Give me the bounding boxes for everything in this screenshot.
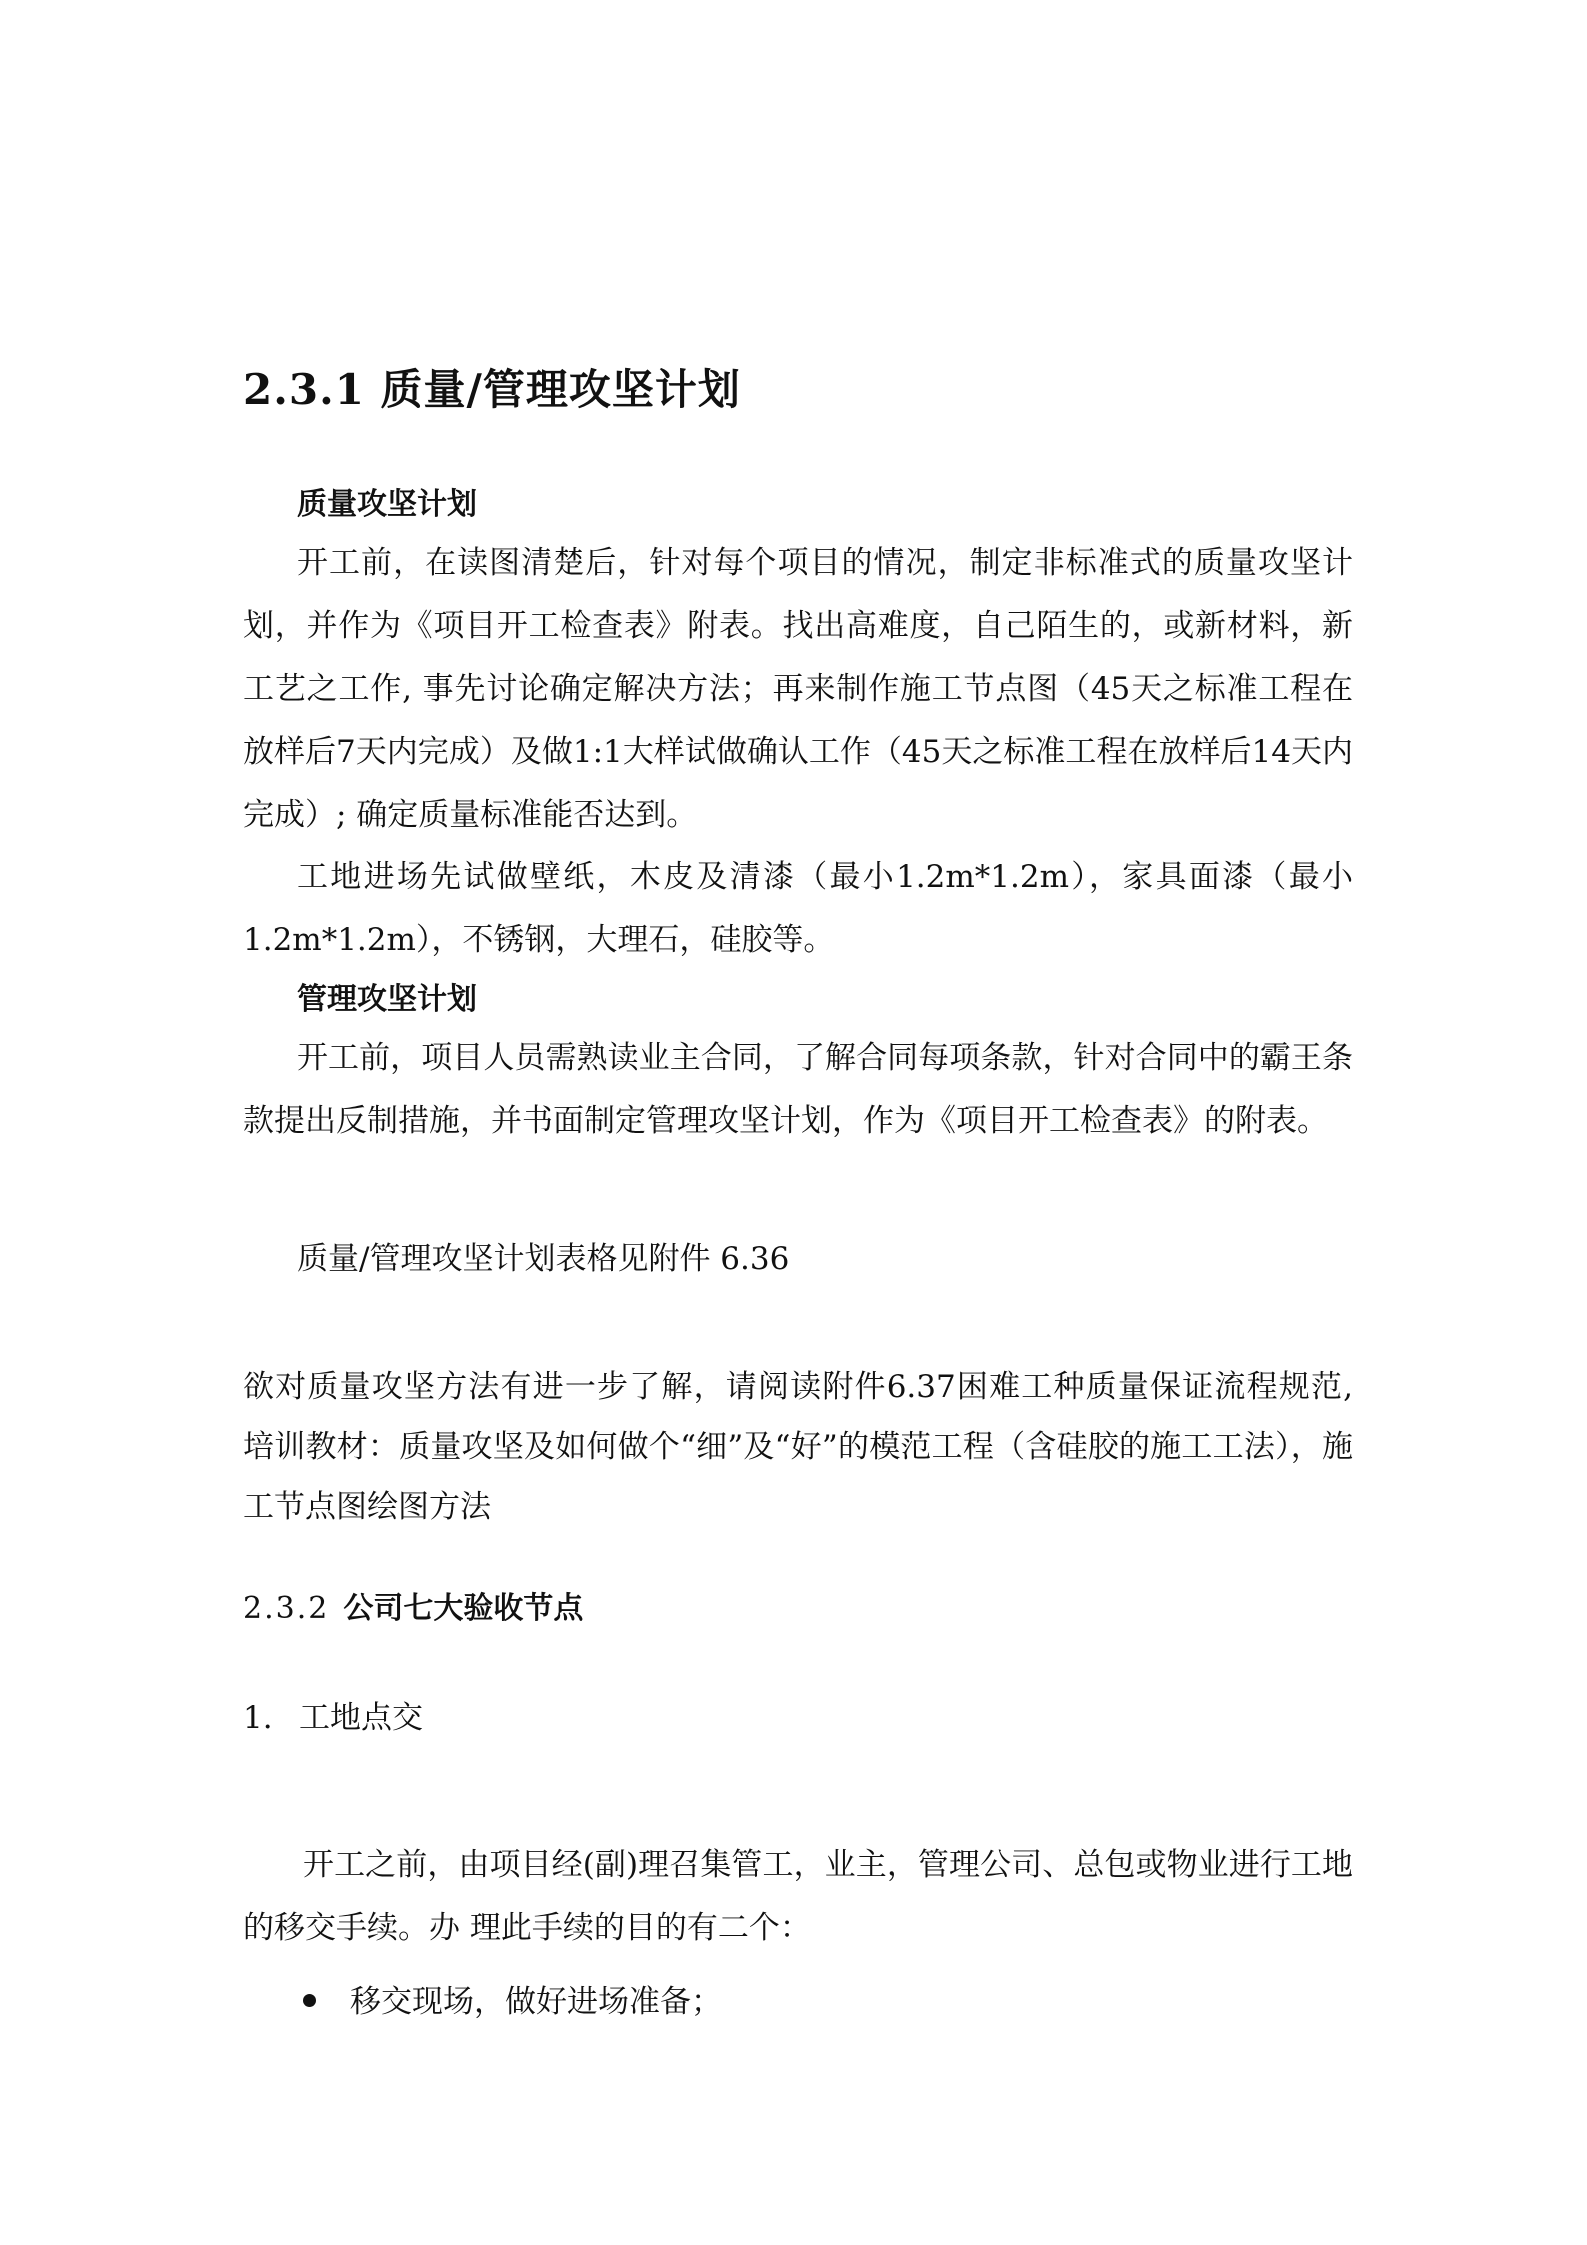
bullet-dot-icon	[303, 1994, 316, 2007]
attachment-note: 质量/管理攻坚计划表格见附件 6.36	[297, 1241, 790, 1277]
paragraph-handover-intro: 开工之前，由项目经(副)理召集管工，业主，管理公司、总包或物业进行工地的移交手续。办 理此手续的目的有二个：	[243, 1847, 1353, 1946]
paragraph-quality-plan: 开工前，在读图清楚后，针对每个项目的情况，制定非标准式的质量攻坚计划，并作为《项目开工检查表》附表。找出高难度，自己陌生的，或新材料，新工艺之工作, 事先讨论确定解决方法；再来制作施工节点图（45天之标准工程在放样后7天内完成）及做1:1大样试做确认工作（45天之标准工程在放样后14天内完成）; 确定质量标准能否达到。	[243, 545, 1353, 833]
list-item-site-handover	[243, 1693, 1353, 1743]
paragraph-further-reading: 欲对质量攻坚方法有进一步了解，请阅读附件6.37困难工种质量保证流程规范, 培训教材：质量攻坚及如何做个“细”及“好”的模范工程（含硅胶的施工工法），施工节点图绘图方法	[243, 1369, 1353, 1525]
paragraph-management-plan: 开工前，项目人员需熟读业主合同，了解合同每项条款，针对合同中的霸王条款提出反制措施，并书面制定管理攻坚计划，作为《项目开工检查表》的附表。	[243, 1040, 1353, 1139]
list-item-label: 工地点交	[299, 1700, 423, 1736]
list-marker: 1.	[243, 1700, 273, 1736]
bullet-item	[303, 1977, 1413, 2027]
subheading-quality-plan: 质量攻坚计划	[297, 487, 477, 522]
section-title: 公司七大验收节点	[343, 1591, 584, 1626]
section-heading-2-3-2	[243, 1584, 1353, 1634]
bullet-text: 移交现场，做好进场准备；	[350, 1984, 722, 2020]
section-heading-2-3-1: 2.3.1 质量/管理攻坚计划	[243, 365, 741, 414]
section-number: 2.3.2	[243, 1591, 330, 1626]
paragraph-onsite-trials: 工地进场先试做壁纸，木皮及清漆（最小1.2m*1.2m），家具面漆（最小1.2m*1.2m），不锈钢，大理石，硅胶等。	[243, 859, 1353, 958]
subheading-management-plan: 管理攻坚计划	[297, 982, 477, 1017]
